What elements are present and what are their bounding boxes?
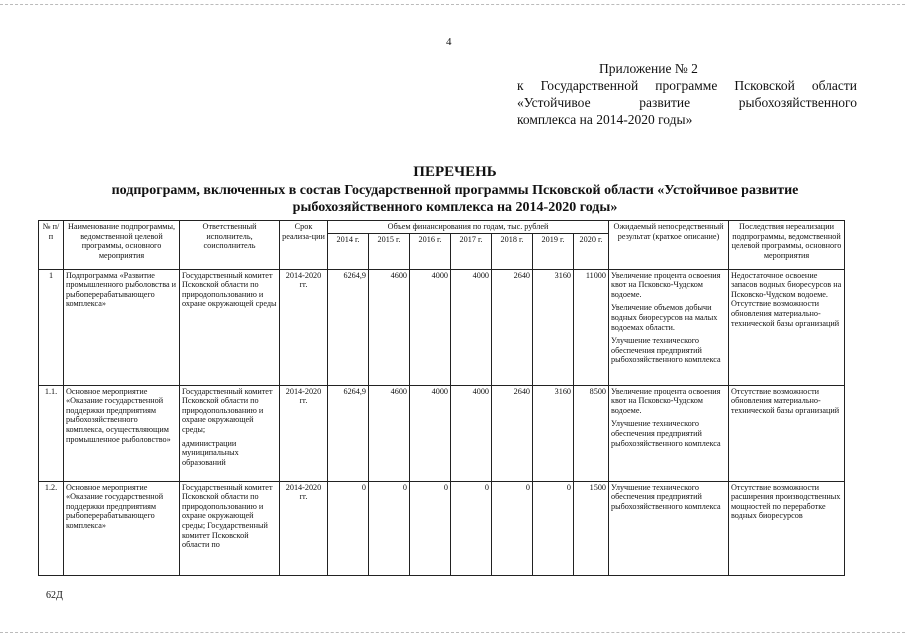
table-row [39,481,845,575]
result-text: Улучшение технического обеспечения предприятий рыбохозяйственного комплекса [611,336,721,365]
header-term: Срок реализа-ции [280,221,328,270]
value-2019: 0 [533,481,574,575]
table-row [39,385,845,481]
consequence-text: Недостаточное освоение запасов водных биоресурсов на Псковско-Чудском водоеме. [731,270,842,299]
responsible-text: Государственный комитет Псковской области по природопользованию и охране окружающей среды; [182,386,273,434]
header-year: 2015 г. [369,233,410,269]
programs-table [38,220,845,576]
row-name: Основное мероприятие «Оказание государственной поддержки предприятиям рыбоперерабатывающего комплекса» [64,481,180,575]
header-year: 2018 г. [492,233,533,269]
row-num: 1 [39,269,64,385]
row-term: 2014-2020 гг. [280,481,328,575]
row-result [609,385,729,481]
row-consequences [729,481,845,575]
row-consequences [729,269,845,385]
subtitle-line-1: подпрограмм, включенных в состав Государственной программы Псковской области «Устойчивое развитие [111,183,799,198]
value-2015: 4600 [369,385,410,481]
header-year: 2019 г. [533,233,574,269]
result-text: Улучшение технического обеспечения предприятий рыбохозяйственного комплекса [611,482,721,511]
value-2019: 3160 [533,385,574,481]
value-2019: 3160 [533,269,574,385]
header-result: Ожидаемый непосредственный результат (краткое описание) [609,221,729,270]
header-year: 2014 г. [328,233,369,269]
row-responsible [180,269,280,385]
header-name: Наименование подпрограммы, ведомственной целевой программы, основного мероприятия [64,221,180,270]
header-funding: Объем финансирования по годам, тыс. рублей [328,221,609,234]
row-responsible [180,385,280,481]
header-responsible: Ответственный исполнитель, соисполнитель [180,221,280,270]
responsible-text: Государственный комитет Псковской области по природопользованию и охране окружающей среды; Государственный комитет Псковской области по [182,482,273,550]
row-term: 2014-2020 гг. [280,385,328,481]
result-text: Увеличение объемов добычи водных биоресурсов на малых водоемах области. [611,303,718,332]
footer-code: 62Д [46,590,63,601]
header-year: 2017 г. [451,233,492,269]
value-2015: 0 [369,481,410,575]
value-2020: 11000 [574,269,609,385]
result-text: Увеличение процента освоения квот на Псковско-Чудском водоеме. [611,270,721,299]
result-text: Улучшение технического обеспечения предприятий рыбохозяйственного комплекса [611,419,721,448]
document-title: ПЕРЕЧЕНЬ [413,164,497,180]
value-2015: 4600 [369,269,410,385]
value-2014: 0 [328,481,369,575]
row-result [609,269,729,385]
value-2016: 4000 [410,269,451,385]
subtitle-line-2: рыбохозяйственного комплекса на 2014-2020 годы» [292,200,618,215]
document-subtitle [40,182,870,216]
value-2018: 2640 [492,385,533,481]
appendix-title: Приложение № 2 [599,61,698,76]
appendix-block [517,60,857,128]
bottom-scan-edge [0,632,905,633]
row-num: 1.1. [39,385,64,481]
appendix-line-1: к Государственной программе Псковской области [517,78,857,93]
header-consequences: Последствия нереализации подпрограммы, ведомственной целевой программы, основного мероприятия [729,221,845,270]
value-2017: 4000 [451,269,492,385]
value-2016: 0 [410,481,451,575]
value-2017: 4000 [451,385,492,481]
consequence-text: Отсутствие возможности расширения производственных мощностей по переработке водных биоресурсов [731,482,841,521]
value-2017: 0 [451,481,492,575]
appendix-line-2: «Устойчивое развитие рыбохозяйственного [517,95,857,110]
responsible-text: Государственный комитет Псковской области по природопользованию и охране окружающей среды [182,270,277,309]
row-name: Основное мероприятие «Оказание государственной поддержки предприятиям рыбохозяйственного комплекса, осуществляющим промышленное рыболовство» [64,385,180,481]
consequence-text: Отсутствие возможности обновления материально-технической базы организаций [731,386,840,415]
appendix-line-3: комплекса на 2014-2020 годы» [517,112,693,127]
row-result [609,481,729,575]
row-name: Подпрограмма «Развитие промышленного рыболовства и рыбоперерабатывающего комплекса» [64,269,180,385]
responsible-text: администрации муниципальных образований [182,438,239,467]
value-2014: 6264,9 [328,269,369,385]
header-num: № п/п [39,221,64,270]
header-year: 2016 г. [410,233,451,269]
page-number: 4 [446,36,452,48]
value-2014: 6264,9 [328,385,369,481]
row-term: 2014-2020 гг. [280,269,328,385]
row-num: 1.2. [39,481,64,575]
value-2018: 0 [492,481,533,575]
row-consequences [729,385,845,481]
table-row [39,269,845,385]
value-2020: 8500 [574,385,609,481]
row-responsible [180,481,280,575]
top-scan-edge [0,4,905,5]
value-2018: 2640 [492,269,533,385]
consequence-text: Отсутствие возможности обновления материально-технической базы организаций [731,299,840,328]
header-year: 2020 г. [574,233,609,269]
result-text: Увеличение процента освоения квот на Псковско-Чудском водоеме. [611,386,721,415]
value-2020: 1500 [574,481,609,575]
value-2016: 4000 [410,385,451,481]
